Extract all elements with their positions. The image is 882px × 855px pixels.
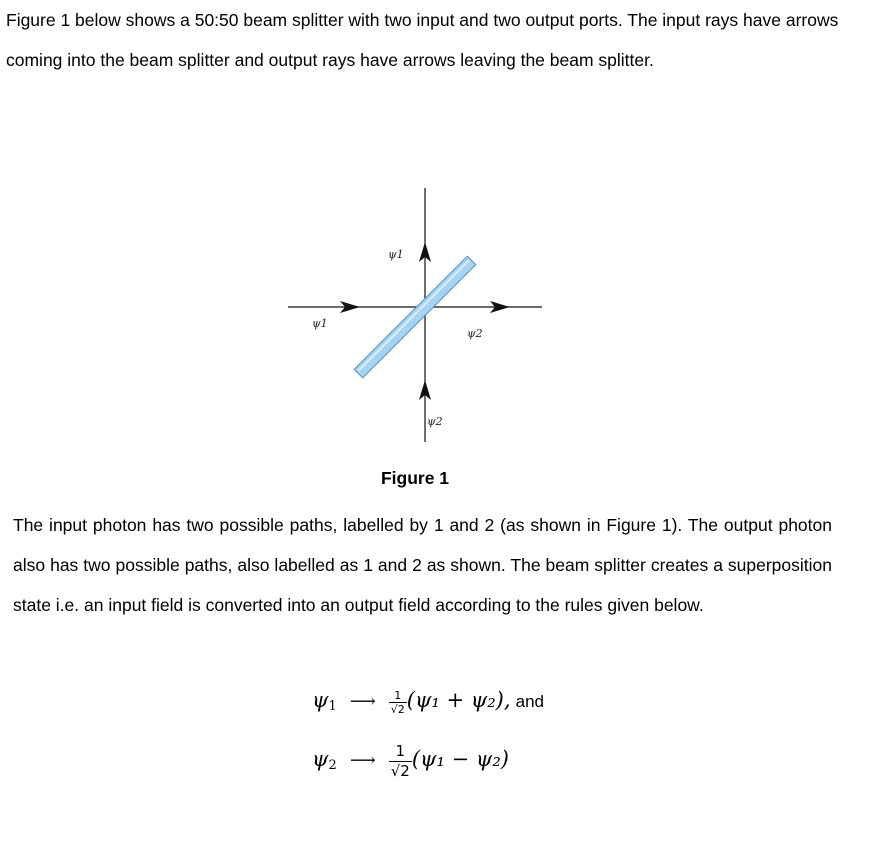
eq1-arrow: ⟶ <box>349 691 376 712</box>
label-psi1-left: ψ1 <box>312 317 328 330</box>
label-psi2-bottom: ψ2 <box>427 415 443 428</box>
eq2-lhs-symbol: ψ <box>312 747 329 771</box>
figure-caption-text: Figure 1 <box>380 468 450 488</box>
eq1-fraction <box>389 689 407 716</box>
eq2-fraction <box>389 742 412 781</box>
beam-splitter-figure <box>280 180 550 450</box>
eq2-lhs-sub: 2 <box>328 758 337 773</box>
equation-1 <box>312 688 544 716</box>
label-psi2-right: ψ2 <box>467 327 483 340</box>
eq1-rhs: (ψ₁ + ψ₂), <box>406 688 511 712</box>
eq1-frac-num: 1 <box>389 689 407 703</box>
eq1-tail: and <box>515 692 545 711</box>
eq1-lhs-symbol: ψ <box>312 688 329 712</box>
eq2-rhs: (ψ₁ − ψ₂) <box>411 747 509 771</box>
intro-paragraph: Figure 1 below shows a 50:50 beam splitter with two input and two output ports. The input rays have arrows coming into the beam splitter and output rays have arrows leaving the beam splitter. <box>6 10 839 70</box>
figure-caption <box>0 468 830 489</box>
eq2-frac-num: 1 <box>389 742 412 762</box>
eq2-arrow: ⟶ <box>349 750 376 771</box>
eq1-lhs-sub: 1 <box>328 699 337 714</box>
equation-2 <box>312 742 509 781</box>
label-psi1-top: ψ1 <box>388 248 404 261</box>
beam-splitter-diagram <box>280 180 550 450</box>
beam-splitter-plate <box>354 256 476 378</box>
eq2-frac-den: √2 <box>390 762 410 780</box>
body-paragraph: The input photon has two possible paths, labelled by 1 and 2 (as shown in Figure 1). The output photon also has two possible paths, also labelled as 1 and 2 as shown. The beam splitter creates a superposition state i.e. an input field is converted into an output field according to the rules given below. <box>13 515 832 615</box>
eq1-frac-den: √2 <box>390 703 405 716</box>
